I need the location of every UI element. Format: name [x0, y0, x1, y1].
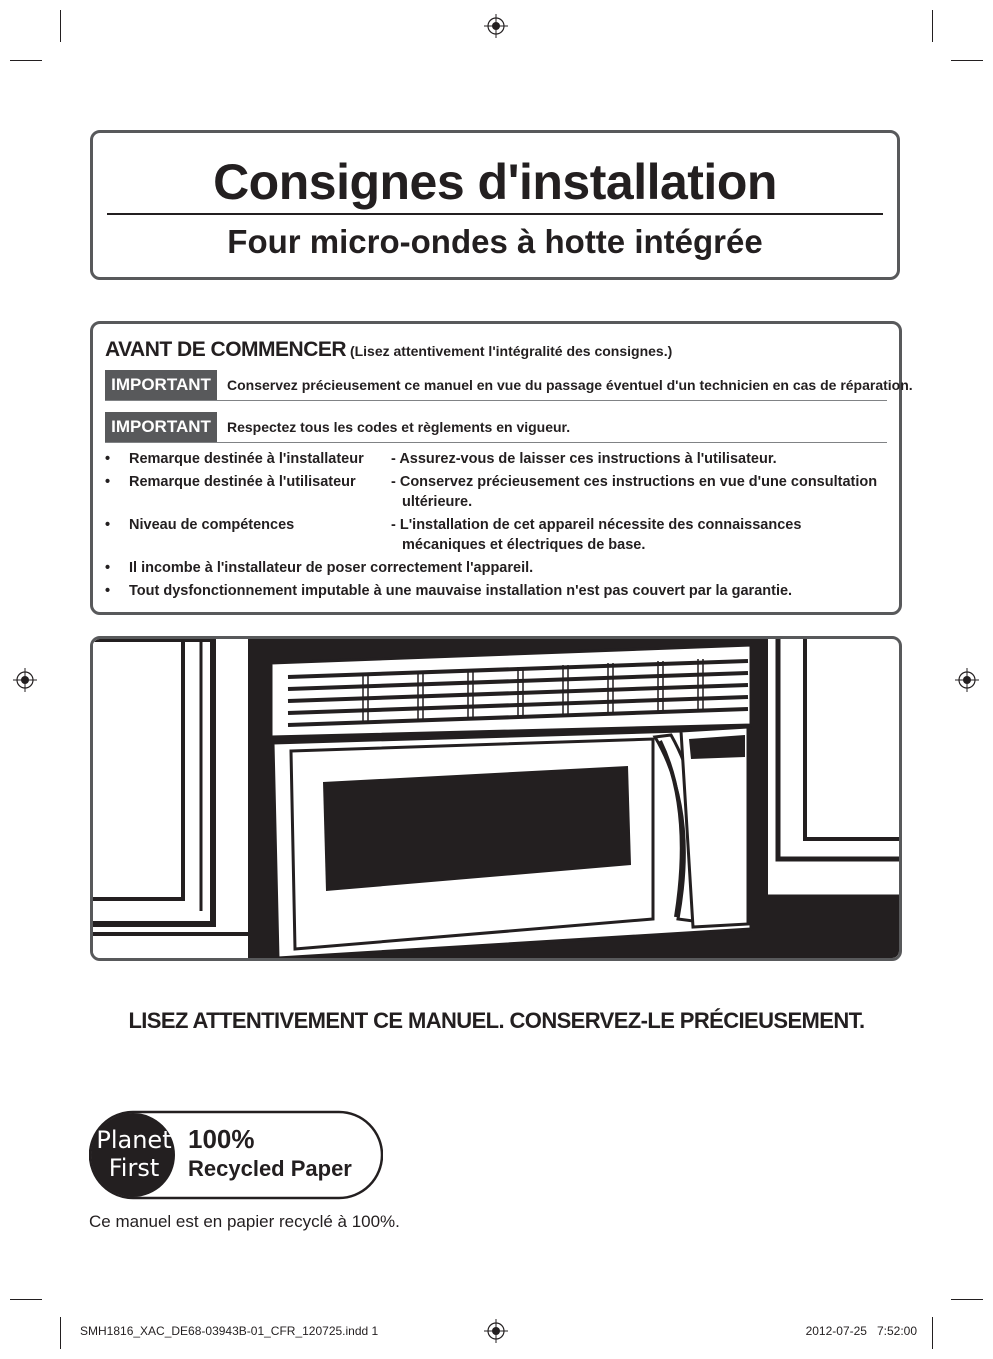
planet-first-logo-text — [93, 1126, 175, 1182]
list-item-desc-cont: mécaniques et électriques de base. — [402, 537, 646, 553]
recycled-caption: Ce manuel est en papier recyclé à 100%. — [89, 1212, 400, 1231]
list-item-desc: - Conservez précieusement ces instructions en vue d'une consultation — [391, 474, 878, 490]
crop-mark — [951, 1299, 983, 1300]
list-item-desc-cont: ultérieure. — [402, 494, 473, 510]
important-row — [105, 412, 887, 443]
before-you-begin-box — [90, 321, 913, 615]
before-heading-title: AVANT DE COMMENCER — [105, 338, 347, 361]
list-item-label: Remarque destinée à l'installateur — [129, 451, 364, 467]
recycled-label: Recycled Paper — [188, 1156, 352, 1181]
list-item-desc: - Assurez-vous de laisser ces instructions à l'utilisateur. — [391, 451, 777, 467]
before-heading — [105, 338, 672, 362]
bullet: • — [105, 474, 111, 490]
registration-mark-icon — [484, 14, 508, 38]
crop-mark — [10, 1299, 42, 1300]
crop-mark — [60, 10, 61, 42]
list-item-desc: - L'installation de cet appareil nécessite des connaissances — [391, 517, 802, 533]
list-item-label: Il incombe à l'installateur de poser correctement l'appareil. — [129, 560, 534, 576]
list-item-label: Remarque destinée à l'utilisateur — [129, 474, 356, 490]
important-text: Conservez précieusement ce manuel en vue du passage éventuel d'un technicien en cas de réparation. — [227, 377, 913, 393]
bullet: • — [105, 451, 111, 467]
logo-line-2: First — [108, 1154, 160, 1182]
read-notice: LISEZ ATTENTIVEMENT CE MANUEL. CONSERVEZ-LE PRÉCIEUSEMENT. — [128, 1008, 865, 1033]
microwave-illustration — [90, 636, 902, 961]
crop-mark — [932, 10, 933, 42]
print-datetime: 2012-07-25 7:52:00 — [805, 1324, 917, 1338]
important-row — [105, 370, 913, 401]
crop-mark — [60, 1317, 61, 1349]
logo-line-1: Planet — [96, 1126, 172, 1154]
recycled-percent: 100% — [188, 1124, 255, 1154]
list-item-label: Niveau de compétences — [129, 517, 295, 533]
bullet: • — [105, 560, 111, 576]
important-text: Respectez tous les codes et règlements en vigueur. — [227, 419, 571, 435]
microwave-drawing — [93, 639, 899, 958]
important-tag: IMPORTANT — [105, 412, 217, 442]
important-tag: IMPORTANT — [105, 370, 217, 400]
file-slug: SMH1816_XAC_DE68-03943B-01_CFR_120725.indd 1 — [80, 1324, 379, 1338]
registration-mark-icon — [484, 1319, 508, 1343]
planet-first-badge — [89, 1110, 383, 1200]
page-title: Consignes d'installation — [213, 154, 777, 210]
title-box — [90, 130, 900, 280]
bullet: • — [105, 517, 111, 533]
registration-mark-icon — [13, 668, 37, 692]
crop-mark — [932, 1317, 933, 1349]
crop-mark — [10, 60, 42, 61]
list-item-label: Tout dysfonctionnement imputable à une mauvaise installation n'est pas couvert par la garantie. — [129, 583, 793, 599]
page-subtitle: Four micro-ondes à hotte intégrée — [227, 223, 763, 260]
bullet: • — [105, 583, 111, 599]
before-heading-note: (Lisez attentivement l'intégralité des consignes.) — [349, 343, 673, 359]
title-divider — [107, 213, 883, 215]
crop-mark — [951, 60, 983, 61]
registration-mark-icon — [955, 668, 979, 692]
